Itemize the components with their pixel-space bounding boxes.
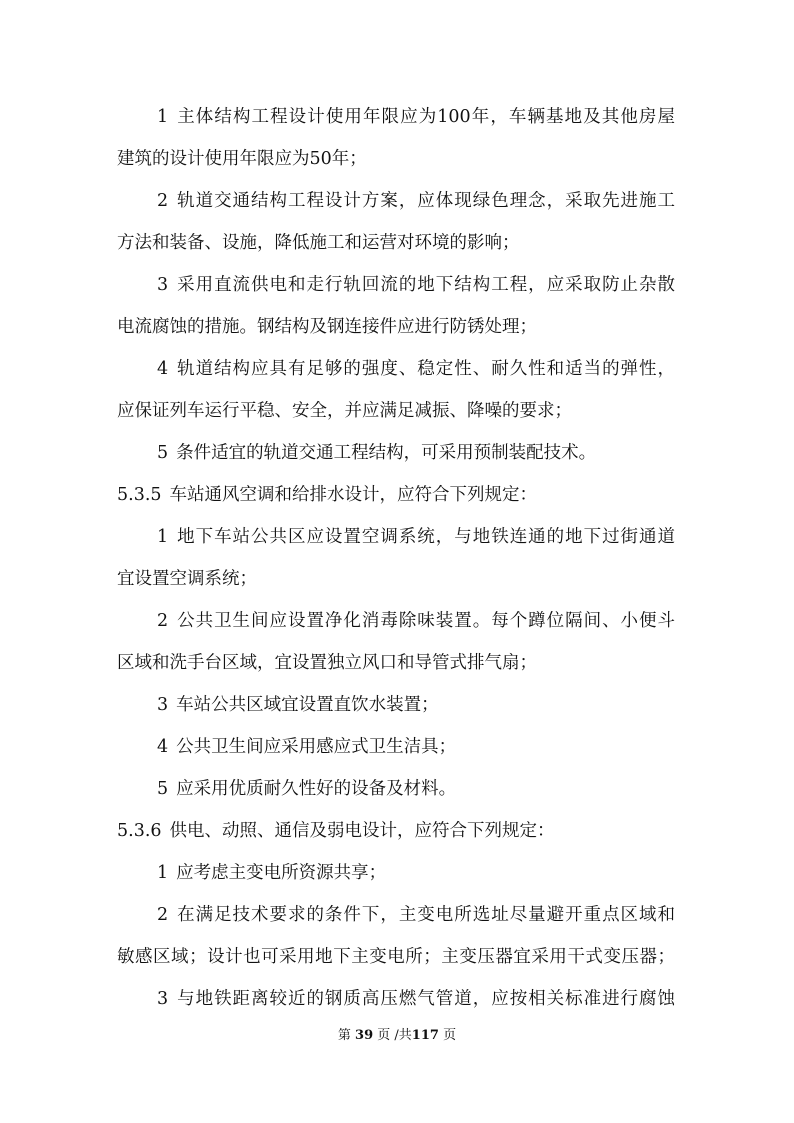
item-number: 5 [157, 443, 169, 463]
item-text: 区域和洗手台区域，宜设置独立风口和导管式排气扇； [117, 653, 537, 673]
list-item [157, 436, 675, 470]
item-text: 轨道交通结构工程设计方案，应体现绿色理念，采取先进施工 [176, 191, 675, 211]
page-footer [0, 1024, 794, 1048]
list-item [157, 898, 675, 932]
continuation-line [117, 142, 675, 176]
continuation-line [117, 226, 675, 260]
item-text: 主体结构工程设计使用年限应为100年，车辆基地及其他房屋 [176, 107, 675, 127]
list-item [157, 352, 675, 386]
continuation-line [117, 394, 675, 428]
item-text: 应采用优质耐久性好的设备及材料。 [176, 779, 457, 799]
page-label-prefix: 第 [337, 1028, 351, 1043]
clause-heading [117, 814, 675, 848]
item-text: 地下车站公共区应设置空调系统，与地铁连通的地下过街通道 [176, 527, 675, 547]
clause-number: 5.3.5 [117, 485, 162, 505]
item-text: 公共卫生间应采用感应式卫生洁具； [176, 737, 457, 757]
item-text: 条件适宜的轨道交通工程结构，可采用预制装配技术。 [176, 443, 597, 463]
continuation-line [117, 646, 675, 680]
clause-number: 5.3.6 [117, 821, 162, 841]
continuation-line [117, 310, 675, 344]
list-item [157, 772, 675, 806]
item-number: 5 [157, 779, 169, 799]
continuation-line [117, 940, 675, 974]
item-text: 应保证列车运行平稳、安全，并应满足减振、降噪的要求； [117, 401, 572, 421]
item-number: 1 [157, 527, 169, 547]
list-item [157, 184, 675, 218]
clause-text: 供电、动照、通信及弱电设计，应符合下列规定： [169, 821, 555, 841]
list-item [157, 856, 675, 890]
list-item [157, 100, 675, 134]
item-text: 敏感区域；设计也可采用地下主变电所；主变压器宜采用干式变压器； [117, 947, 675, 967]
item-number: 4 [157, 359, 169, 379]
list-item [157, 604, 675, 638]
item-number: 2 [157, 611, 169, 631]
item-text: 在满足技术要求的条件下，主变电所选址尽量避开重点区域和 [176, 905, 675, 925]
list-item [157, 982, 675, 1016]
item-number: 1 [157, 863, 169, 883]
item-text: 与地铁距离较近的钢质高压燃气管道，应按相关标准进行腐蚀 [176, 989, 675, 1009]
item-number: 3 [157, 275, 169, 295]
item-text: 电流腐蚀的措施。钢结构及钢连接件应进行防锈处理； [117, 317, 537, 337]
item-text: 车站公共区域宜设置直饮水装置； [176, 695, 439, 715]
item-text: 宜设置空调系统； [117, 569, 257, 589]
continuation-line [117, 562, 675, 596]
item-number: 2 [157, 905, 169, 925]
item-text: 建筑的设计使用年限应为50年； [117, 149, 367, 169]
item-number: 3 [157, 989, 169, 1009]
page-label-suffix: 页 [443, 1028, 457, 1043]
list-item [157, 730, 675, 764]
item-text: 轨道结构应具有足够的强度、稳定性、耐久性和适当的弹性， [176, 359, 675, 379]
item-text: 采用直流供电和走行轨回流的地下结构工程，应采取防止杂散 [176, 275, 675, 295]
item-number: 3 [157, 695, 169, 715]
list-item [157, 688, 675, 722]
clause-text: 车站通风空调和给排水设计，应符合下列规定： [169, 485, 538, 505]
current-page-number: 39 [355, 1028, 374, 1043]
item-number: 1 [157, 107, 169, 127]
item-text: 公共卫生间应设置净化消毒除味装置。每个蹲位隔间、小便斗 [176, 611, 675, 631]
item-text: 方法和装备、设施，降低施工和运营对环境的影响； [117, 233, 520, 253]
list-item [157, 268, 675, 302]
item-number: 4 [157, 737, 169, 757]
list-item [157, 520, 675, 554]
total-pages-number: 117 [411, 1028, 439, 1043]
item-number: 2 [157, 191, 169, 211]
clause-heading [117, 478, 675, 512]
item-text: 应考虑主变电所资源共享； [176, 863, 387, 883]
page-label-mid: 页 /共 [377, 1028, 412, 1043]
